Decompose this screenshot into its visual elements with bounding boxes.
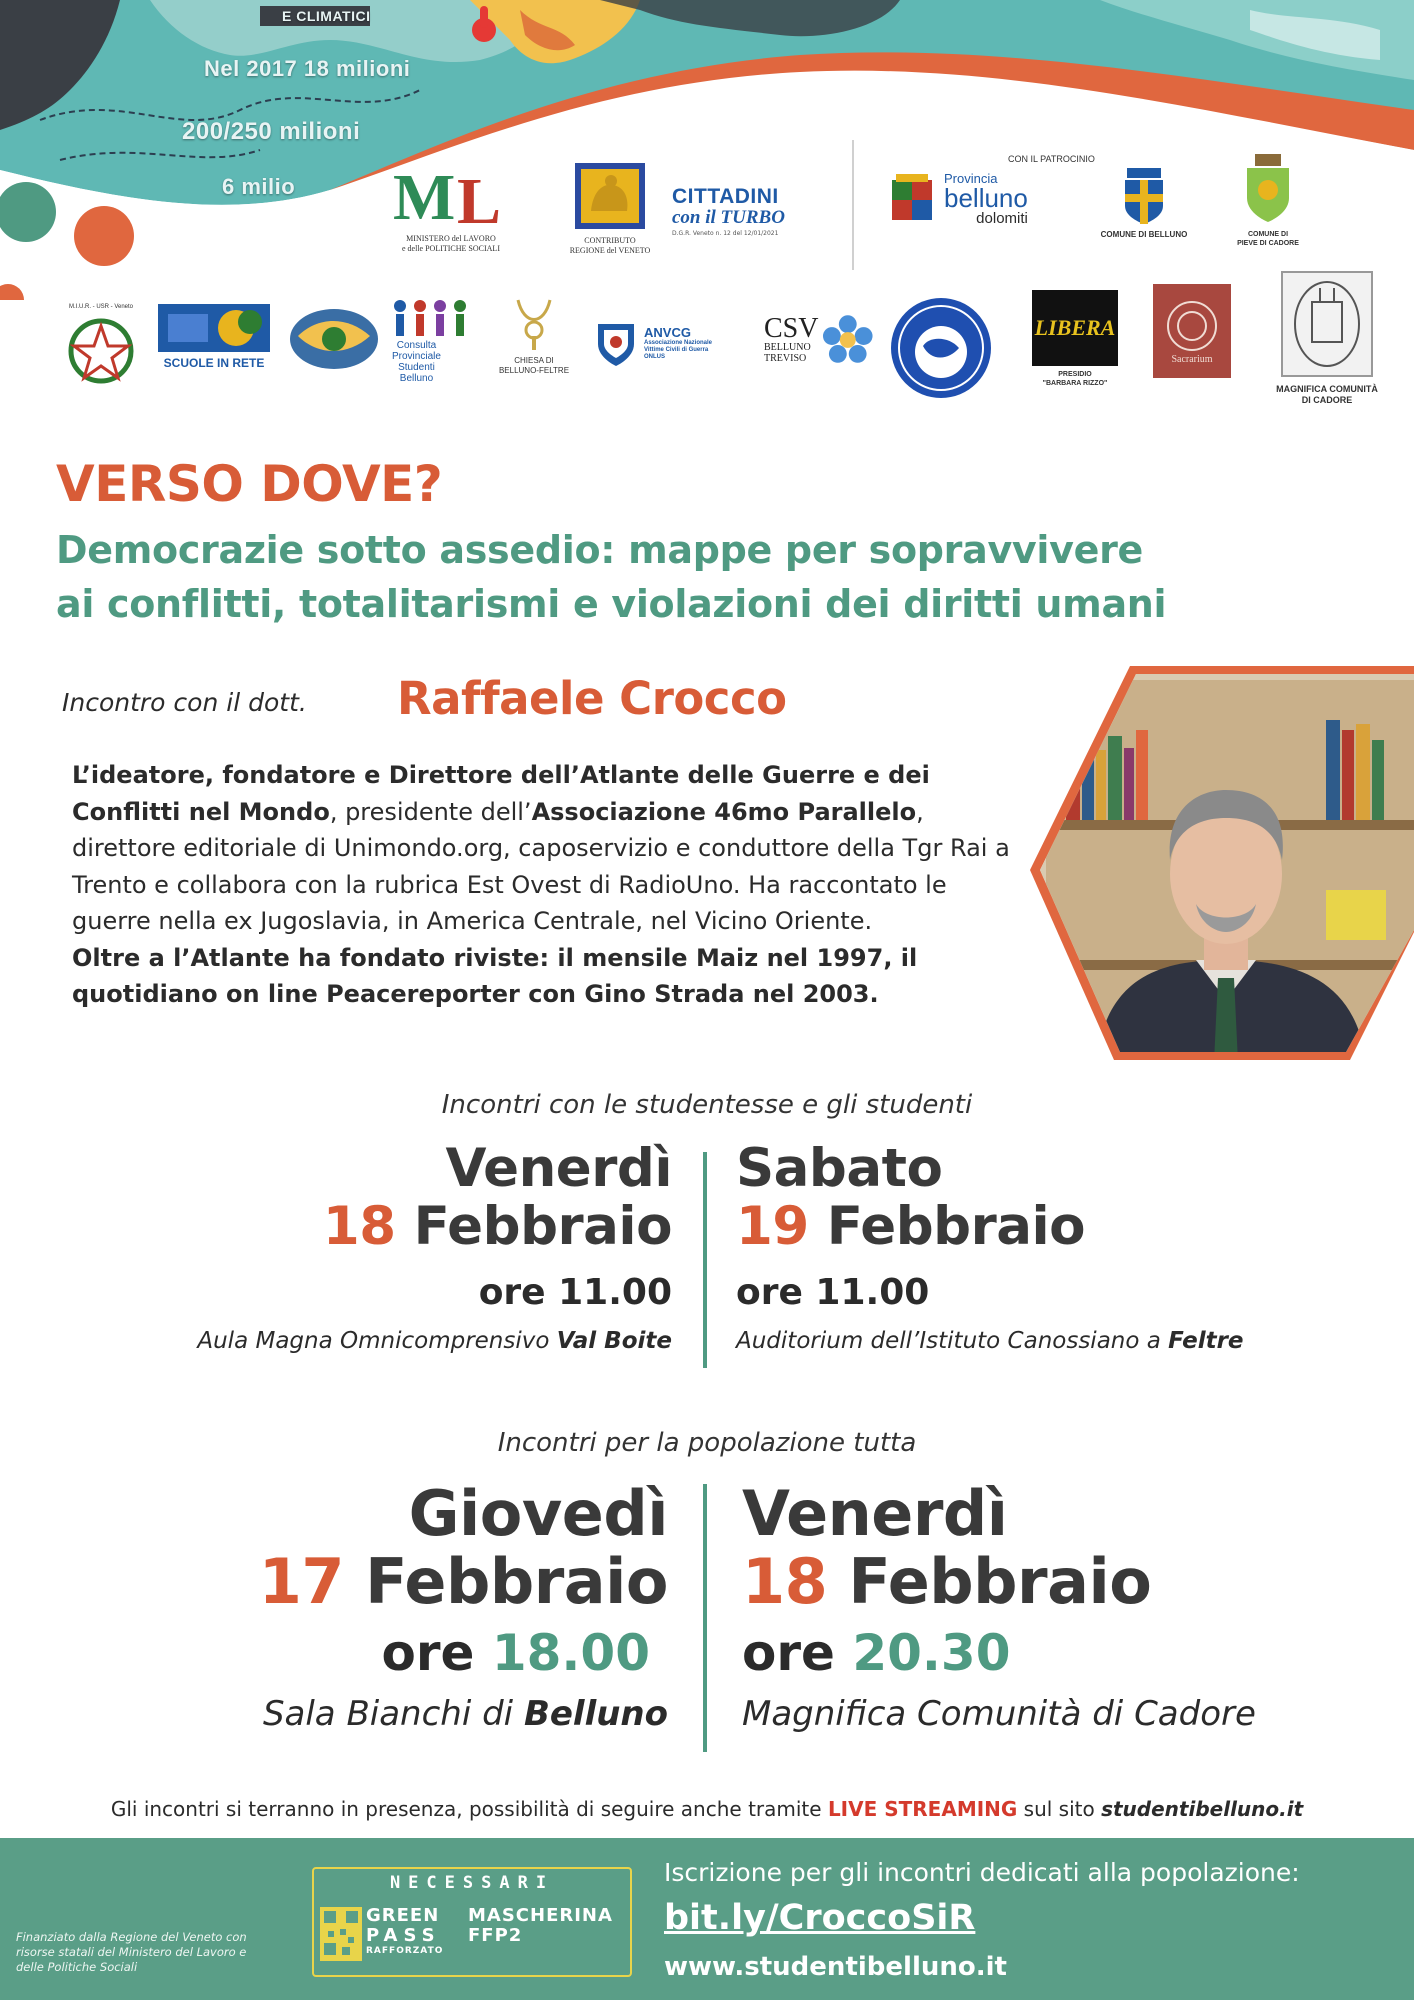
- magnifica-comunita-crest-icon: [1274, 268, 1380, 380]
- students-divider: [703, 1152, 707, 1368]
- registration-link[interactable]: bit.ly/CroccoSiR: [664, 1898, 976, 1938]
- map-label-200-250-milioni: 200/250 milioni: [182, 118, 361, 145]
- students-left-time: ore 11.00: [478, 1272, 672, 1313]
- lion-crest-icon: [573, 161, 647, 231]
- financing-note: Finanziato dalla Regione del Veneto con risorse statali del Ministero del Lavoro e delle Politiche Sociali: [16, 1930, 247, 1974]
- public-divider: [703, 1484, 707, 1752]
- logos-divider: [852, 140, 854, 270]
- comune-pieve-crest-icon: [1241, 152, 1295, 226]
- qr-code-icon: [320, 1907, 362, 1961]
- logo-red-stamp: Sacrarium: [1152, 284, 1232, 378]
- svg-text:M: M: [393, 161, 456, 229]
- event-subtitle-line-1: Democrazie sotto assedio: mappe per sopravvivere: [56, 528, 1143, 572]
- green-pass-label: GREEN PASS: [366, 1905, 441, 1946]
- logo-anvcg: ANVCG Associazione Nazionale Vittime Civili di Guerra ONLUS: [594, 318, 744, 368]
- public-left-event: [100, 1477, 668, 1734]
- italian-emblem-icon: [68, 316, 134, 386]
- logo-csv: CSV BELLUNO TREVISO: [764, 312, 876, 368]
- logo-ministero-lavoro: M L MINISTERO del LAVORO e delle POLITICHE SOCIALI: [376, 158, 526, 254]
- public-left-date: 17 Febbraio: [258, 1545, 668, 1618]
- public-left-day: Giovedì: [408, 1477, 668, 1550]
- mask-label: MASCHERINA FFP2: [468, 1905, 613, 1946]
- logo-magnifica-comunita: MAGNIFICA COMUNITÀ DI CADORE: [1262, 268, 1392, 406]
- stamp-ornament-icon: [1164, 298, 1220, 354]
- map-label-climatici: E CLIMATICI: [282, 8, 371, 24]
- logo-cittadini-turbo: CITTADINI con il TURBO D.G.R. Veneto n. 12 del 12/01/2021: [672, 185, 785, 237]
- students-right-date: 19 Febbraio: [736, 1196, 1086, 1257]
- speaker-photo: [1026, 660, 1414, 1062]
- logo-rete-scuole: [286, 306, 382, 372]
- header-map-illustration: [0, 0, 1414, 300]
- students-right-place: Auditorium dell’Istituto Canossiano a Feltre: [736, 1328, 1244, 1354]
- logo-scuole-in-rete: SCUOLE IN RETE: [156, 304, 272, 370]
- consulta-people-icon: [392, 298, 474, 338]
- public-heading: Incontri per la popolazione tutta: [497, 1428, 917, 1458]
- map-label-6-milio: 6 milio: [222, 174, 296, 199]
- ministero-ml-icon: [391, 159, 511, 229]
- event-subtitle: [56, 523, 1336, 631]
- students-left-date: 18 Febbraio: [322, 1196, 672, 1257]
- event-subtitle-line-2: ai conflitti, totalitarismi e violazioni dei diritti umani: [56, 582, 1167, 626]
- students-heading: Incontri con le studentesse e gli studenti: [441, 1090, 973, 1120]
- csv-flower-icon: [820, 312, 876, 368]
- speaker-name: Raffaele Crocco: [397, 672, 787, 725]
- speaker-bio: [72, 757, 1032, 1013]
- comune-belluno-crest-icon: [1121, 164, 1167, 226]
- globe-hands-icon: [889, 296, 993, 400]
- public-right-time: ore 20.30: [742, 1624, 1011, 1682]
- green-pass-rafforzato: RAFFORZATO: [366, 1946, 444, 1956]
- requirements-title: NECESSARI: [389, 1873, 555, 1893]
- public-right-event: [742, 1477, 1382, 1734]
- logo-world-globe: [886, 296, 996, 400]
- event-title: VERSO DOVE?: [56, 455, 443, 513]
- public-right-place: Magnifica Comunità di Cadore: [742, 1694, 1256, 1734]
- logo-consulta-studenti: Consulta Provinciale Studenti Belluno: [392, 298, 482, 384]
- logo-regione-veneto: CONTRIBUTO REGIONE del VENETO: [555, 160, 665, 256]
- logo-comune-pieve: COMUNE DI PIEVE DI CADORE: [1220, 152, 1316, 248]
- students-right-event: [736, 1140, 1376, 1354]
- logo-libera: LIBERA PRESIDIO "BARBARA RIZZO": [1020, 290, 1130, 388]
- public-left-time: ore 18.00: [381, 1624, 650, 1682]
- public-right-day: Venerdì: [742, 1477, 1008, 1550]
- students-left-day: Venerdì: [445, 1138, 672, 1199]
- registration-label: Iscrizione per gli incontri dedicati alla popolazione:: [664, 1858, 1300, 1887]
- streaming-note: Gli incontri si terranno in presenza, possibilità di seguire anche tramite LIVE STREAMING sul sito studentibelluno.it: [110, 1797, 1304, 1821]
- students-left-place: Aula Magna Omnicomprensivo Val Boite: [197, 1328, 672, 1354]
- map-label-18-milioni: Nel 2017 18 milioni: [204, 56, 411, 81]
- anvcg-shield-icon: [594, 318, 638, 368]
- provincia-crest-icon: [888, 172, 936, 226]
- website-link[interactable]: www.studentibelluno.it: [664, 1952, 1007, 1982]
- chiesa-cross-icon: [514, 296, 554, 352]
- logo-provincia-belluno: Provincia belluno dolomiti: [888, 172, 1058, 226]
- students-left-event: [100, 1140, 672, 1354]
- bio-paragraph-2: Oltre a l’Atlante ha fondato riviste: il mensile Maiz nel 1997, il quotidiano on line Peacereporter con Gino Strada nel 2003.: [72, 943, 918, 1008]
- public-right-date: 18 Febbraio: [742, 1545, 1152, 1618]
- logo-comune-belluno: COMUNE DI BELLUNO: [1096, 164, 1192, 240]
- bio-paragraph-1: L’ideatore, fondatore e Direttore dell’Atlante delle Guerre e dei Conflitti nel Mondo, presidente dell’Associazione 46mo Parallelo, direttore editoriale di Unimondo.org, caposervizio e conduttore della Tgr Rai a Trento e collabora con la rubrica Est Ovest di RadioUno. Ha raccontato le guerre nella ex Jugoslavia, in America Centrale, nel Vicino Oriente.: [72, 761, 1010, 935]
- patrocinio-label: CON IL PATROCINIO: [1008, 154, 1095, 164]
- rete-scuole-globe-icon: [288, 306, 380, 372]
- svg-text:L: L: [457, 165, 502, 229]
- students-right-day: Sabato: [736, 1138, 943, 1199]
- public-left-place: Sala Bianchi di Belluno: [262, 1694, 668, 1734]
- scuole-in-rete-icon: [158, 304, 270, 352]
- logo-usr-veneto: M.I.U.R. - USR - Veneto: [56, 302, 146, 386]
- speaker-intro: Incontro con il dott.: [62, 688, 307, 717]
- students-right-time: ore 11.00: [736, 1272, 930, 1313]
- logo-chiesa-belluno: CHIESA DI BELLUNO-FELTRE: [490, 296, 578, 376]
